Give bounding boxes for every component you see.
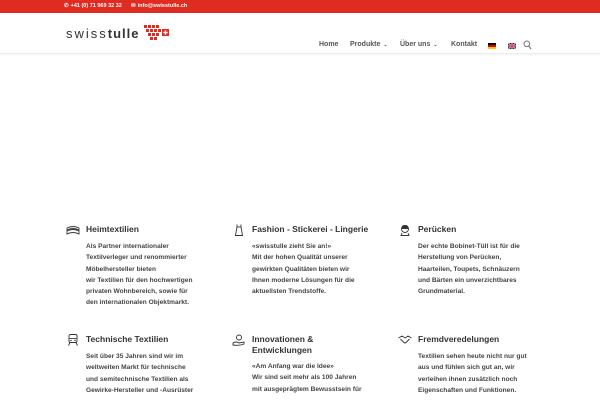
feature-text xyxy=(66,351,206,396)
nav-about[interactable] xyxy=(400,41,438,48)
logo-cross-mark-icon xyxy=(142,23,172,43)
feature-title: Fremdveredelungen xyxy=(418,334,500,344)
text-line: Textilien sehen heute nicht nur gut xyxy=(418,353,527,360)
feature-title: Fashion - Stickerei - Lingerie xyxy=(252,224,369,234)
text-line: aus und fühlen sich gut an, wir xyxy=(418,364,515,372)
feature-text xyxy=(398,241,538,297)
main-header xyxy=(0,13,600,54)
text-line: «swisstulle zieht Sie an!» xyxy=(252,243,332,250)
text-line: privaten Wohnbereich, sowie für xyxy=(86,288,188,296)
bed-linen-icon xyxy=(66,224,80,236)
nav-contact-label: Kontakt xyxy=(451,41,478,48)
site-logo[interactable] xyxy=(66,23,172,43)
email-address: info@swisstulle.ch xyxy=(137,3,188,9)
feature-title: Technische Textilien xyxy=(86,334,169,344)
text-line: Eigenschaften und Funktionen. xyxy=(418,386,517,394)
phone-icon: ✆ xyxy=(64,3,69,9)
text-line: verleihen ihnen zusätzlich noch xyxy=(418,375,518,383)
text-line: weltweiten Markt für technische xyxy=(86,364,186,372)
feature-text xyxy=(398,351,538,396)
nav-contact[interactable] xyxy=(451,41,477,48)
nav-products[interactable] xyxy=(350,41,388,48)
wig-head-icon xyxy=(398,224,412,236)
feature-fashion xyxy=(232,224,372,297)
logo-text-swiss: swiss xyxy=(66,25,108,41)
feature-home-textiles xyxy=(66,224,206,309)
text-line: und semitechnische Textilien als xyxy=(86,375,189,383)
feature-title: Perücken xyxy=(418,224,457,234)
text-line: Haarteilen, Toupets, Schnäuzern xyxy=(418,265,520,273)
text-line: Gewirke-Hersteller und -Ausrüster xyxy=(86,386,194,394)
dress-icon xyxy=(232,224,246,236)
mail-icon: ✉ xyxy=(131,3,136,9)
text-line: mit ausgeprägtem Bewusstsein für xyxy=(252,385,362,393)
phone-number: +41 (0) 71 969 32 32 xyxy=(70,3,122,9)
text-line: Seit über 35 Jahren sind wir im xyxy=(86,353,184,360)
text-line: Der echte Bobinet-Tüll ist für die xyxy=(418,243,520,250)
nav-about-label: Über uns xyxy=(400,41,431,48)
logo-text-tulle: tulle xyxy=(107,25,140,41)
text-line: Herstellung von Perücken, xyxy=(418,254,502,262)
handshake-icon xyxy=(398,334,412,346)
feature-technical-textiles xyxy=(66,334,206,396)
email-link[interactable] xyxy=(131,3,187,9)
phone-link[interactable] xyxy=(64,3,122,9)
text-line: gewirkten Qualitäten bieten wir xyxy=(252,265,350,273)
uk-flag-icon[interactable] xyxy=(508,43,516,49)
feature-finishing xyxy=(398,334,538,396)
nav-home-label: Home xyxy=(319,41,339,48)
feature-wigs xyxy=(398,224,538,297)
feature-title: Innovationen & Entwicklungen xyxy=(252,334,314,355)
feature-text xyxy=(232,241,372,297)
text-line: und Bärten ein unverzichtbares xyxy=(418,276,517,284)
text-line: Ihnen moderne Lösungen für die xyxy=(252,276,355,284)
feature-text xyxy=(232,361,372,395)
text-line: wir Textilien für den hochwertigen xyxy=(86,276,193,284)
search-icon[interactable] xyxy=(523,40,532,50)
text-line: Als Partner internationaler xyxy=(86,243,169,250)
nav-home[interactable] xyxy=(319,41,338,48)
text-line: den internationalen Objektmarkt. xyxy=(86,299,189,307)
text-line: Mit der hohen Qualität unserer xyxy=(252,254,348,262)
top-bar xyxy=(0,0,600,13)
feature-innovation xyxy=(232,334,372,395)
feature-text xyxy=(66,241,206,309)
chevron-down-icon: ⌄ xyxy=(433,41,438,48)
text-line: aktuellsten Trendstoffe. xyxy=(252,288,327,296)
text-line: «Am Anfang war die Idee» xyxy=(252,363,334,370)
text-line: Wir sind seit mehr als 100 Jahren xyxy=(252,374,357,382)
text-line: Grundmaterial. xyxy=(418,288,465,296)
chevron-down-icon: ⌄ xyxy=(383,41,388,48)
train-icon xyxy=(66,334,80,346)
text-line: Textilverleger und renommierter xyxy=(86,254,187,262)
feature-title: Heimtextilien xyxy=(86,224,139,234)
innovation-hand-icon xyxy=(232,334,246,346)
german-flag-icon[interactable] xyxy=(488,43,496,49)
text-line: Möbelhersteller bieten xyxy=(86,265,156,273)
nav-products-label: Produkte xyxy=(350,41,381,48)
